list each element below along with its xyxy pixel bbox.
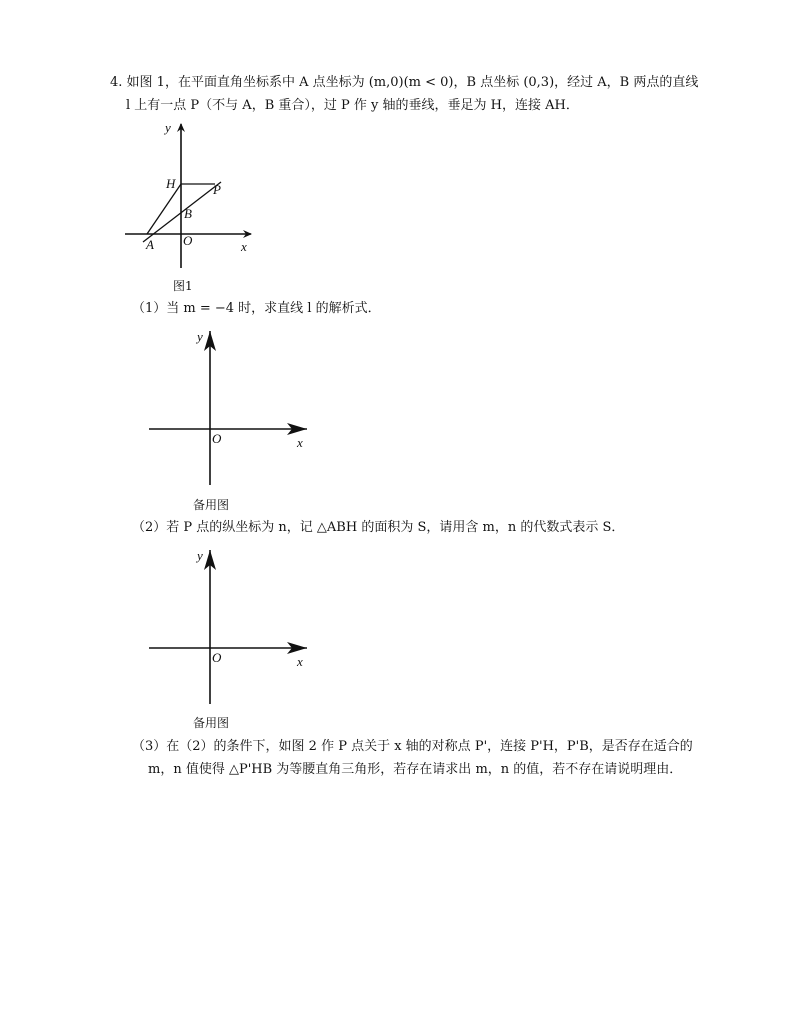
spare1-label-y: y — [197, 329, 203, 344]
spare1-label-x: x — [297, 435, 303, 450]
figure-1-caption: 图1 — [173, 279, 193, 293]
problem-number: 4. — [110, 75, 123, 90]
part-2-question: （2）若 P 点的纵坐标为 n，记 △ABH 的面积为 S，请用含 m，n 的代数式表示 S． — [132, 520, 625, 535]
problem-intro-text: 如图 1，在平面直角坐标系中 A 点坐标为 (m,0)(m < 0)，B 点坐标 (0,3)，经过 A，B 两点的直线 — [126, 75, 699, 90]
fig1-label-P: P — [213, 182, 221, 197]
problem-intro-line2: l 上有一点 P（不与 A，B 重合），过 P 作 y 轴的垂线，垂足为 H，连接 AH． — [126, 98, 579, 113]
spare-figure-1-caption: 备用图 — [193, 498, 230, 512]
fig1-line-l — [143, 182, 221, 242]
spare2-label-O: O — [212, 650, 222, 665]
fig1-label-A: A — [146, 237, 154, 252]
fig1-label-H: H — [166, 176, 176, 191]
fig1-label-y: y — [165, 120, 171, 135]
fig1-label-x: x — [241, 239, 247, 254]
problem-intro-line1 — [110, 74, 698, 92]
part-3-question-line1: （3）在（2）的条件下，如图 2 作 P 点关于 x 轴的对称点 P'，连接 P'H，P'B，是否存在适合的 — [132, 739, 693, 754]
fig1-label-O: O — [183, 233, 193, 248]
spare1-label-O: O — [212, 431, 222, 446]
figure-1 — [115, 118, 265, 278]
part-3-question-line2: m，n 值使得 △P'HB 为等腰直角三角形，若存在请求出 m，n 的值，若不存在请说明理由． — [148, 762, 683, 777]
spare-figure-1 — [145, 325, 325, 495]
fig1-label-B: B — [184, 206, 192, 221]
spare2-label-y: y — [197, 548, 203, 563]
spare2-label-x: x — [297, 654, 303, 669]
spare-figure-2 — [145, 544, 325, 714]
part-1-question: （1）当 m = −4 时，求直线 l 的解析式． — [132, 301, 381, 316]
spare-figure-2-caption: 备用图 — [193, 716, 230, 730]
